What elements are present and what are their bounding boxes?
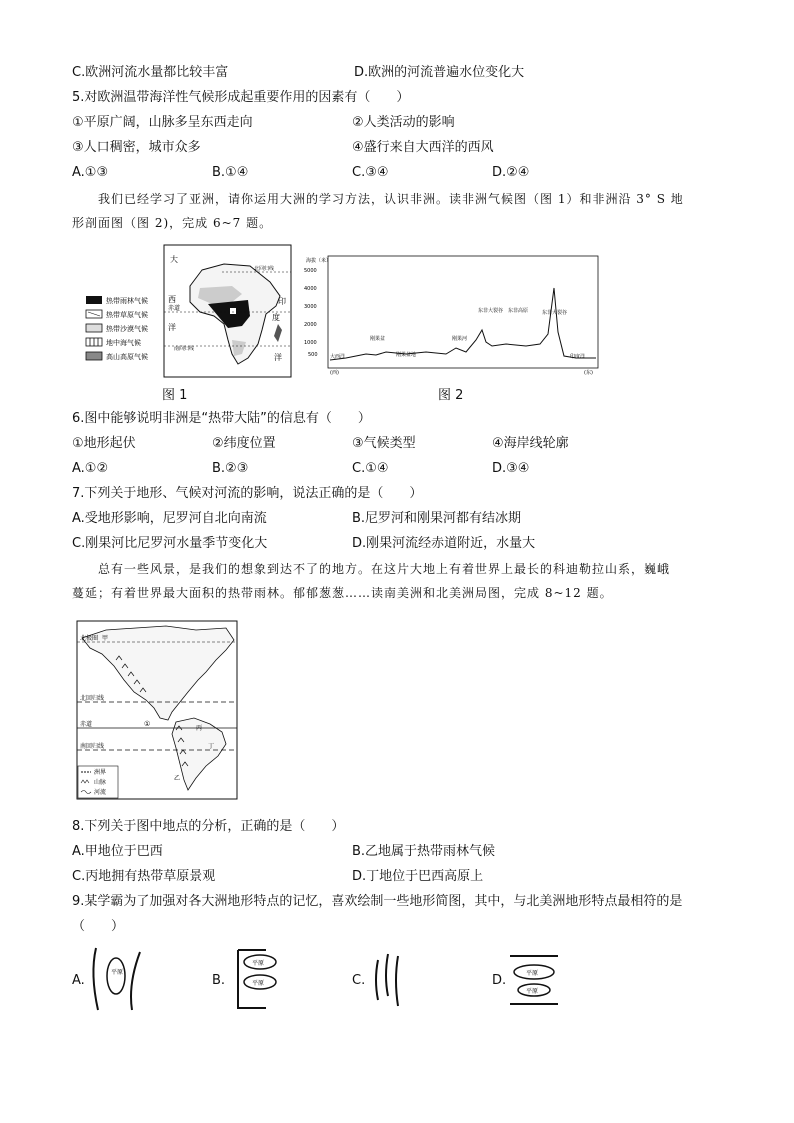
q6-option-c: C.①④	[352, 461, 389, 476]
label-tropic-cancer: 北回归线	[254, 266, 275, 272]
legend-mountain: 山脉	[94, 779, 107, 786]
legend-mediterranean: 地中海气候	[106, 339, 141, 347]
label-du: 度	[272, 313, 280, 322]
label-arctic-circle: 北极圈	[80, 635, 99, 642]
q7-option-b: B.尼罗河和刚果河都有结冰期	[352, 511, 522, 526]
label-yang2: 洋	[274, 353, 282, 362]
label-da: 大	[170, 255, 178, 264]
y-tick-1000: 1000	[304, 340, 317, 346]
climate-legend	[86, 296, 148, 361]
q7-stem: 7.下列关于地形、气候对河流的影响，说法正确的是（ ）	[72, 486, 423, 501]
q6-item-2: ②纬度位置	[212, 436, 276, 451]
q6-option-a: A.①②	[72, 461, 109, 476]
q6-stem: 6.图中能够说明非洲是“热带大陆”的信息有（ ）	[72, 411, 371, 426]
q8-option-b: B.乙地属于热带雨林气候	[352, 844, 496, 859]
legend-rainforest: 热带雨林气候	[106, 297, 148, 305]
profile-west: (西)	[330, 370, 339, 376]
sketch-b	[230, 944, 290, 1014]
label-yin: 印	[278, 297, 286, 306]
profile-east: (东)	[584, 370, 593, 376]
y-tick-3000: 3000	[304, 304, 317, 310]
q6-item-4: ④海岸线轮廓	[492, 436, 569, 451]
q5-item-4: ④盛行来自大西洋的西风	[352, 140, 494, 155]
q4-option-d: D.欧洲的河流普遍水位变化大	[354, 65, 525, 80]
americas-map	[76, 620, 238, 800]
label-equator-2: 赤道	[80, 721, 93, 728]
q7-option-d: D.刚果河流经赤道附近，水量大	[352, 536, 536, 551]
sketch-a	[88, 944, 148, 1014]
q8-option-d: D.丁地位于巴西高原上	[352, 869, 484, 884]
q5-option-b: B.①④	[212, 165, 249, 180]
sketch-d-plain-2: 平原	[526, 988, 539, 995]
q9-paren: （ ）	[72, 919, 125, 934]
label-yang: 洋	[168, 323, 176, 332]
label-tropic-capricorn-2: 南回归线	[80, 743, 105, 750]
q8-stem: 8.下列关于图中地点的分析，正确的是（ ）	[72, 819, 345, 834]
q5-option-c: C.③④	[352, 165, 389, 180]
profile-atlantic: 大西洋	[330, 354, 346, 360]
figure-2-caption: 图 2	[438, 388, 464, 403]
q6-item-3: ③气候类型	[352, 436, 416, 451]
intro-americas-line2: 蔓延；有着世界最大面积的热带雨林。郁郁葱葱……读南美洲和北美洲局图，完成 8~12 题。	[72, 586, 613, 600]
q9-option-a: A.	[72, 973, 85, 988]
profile-congo-2: 刚果盆地	[396, 352, 417, 358]
q9-option-d: D.	[492, 973, 507, 988]
sketch-b-plain-2: 平原	[252, 980, 265, 987]
sketch-b-plain-1: 平原	[252, 960, 265, 967]
q9-option-c: C.	[352, 973, 366, 988]
label-equator: 赤道	[168, 305, 181, 312]
legend-boundary: 洲界	[94, 769, 107, 776]
y-tick-4000: 4000	[304, 286, 317, 292]
sketch-d-plain-1: 平原	[526, 970, 539, 977]
q8-option-c: C.丙地拥有热带草原景观	[72, 869, 216, 884]
intro-americas-line1: 总有一些风景，是我们的想象到达不了的地方。在这片大地上有着世界上最长的科迪勒拉山系，巍峨	[98, 562, 671, 576]
q4-option-c: C.欧洲河流水量都比较丰富	[72, 65, 229, 80]
q7-option-a: A.受地形影响，尼罗河自北向南流	[72, 511, 267, 526]
y-tick-2000: 2000	[304, 322, 317, 328]
legend-savanna: 热带草原气候	[106, 311, 148, 319]
sketch-a-plain: 平原	[111, 969, 124, 976]
legend-desert: 热带沙漠气候	[106, 325, 148, 333]
legend-river: 河流	[94, 789, 107, 796]
q5-option-a: A.①③	[72, 165, 109, 180]
q5-item-1: ①平原广阔，山脉多呈东西走向	[72, 115, 253, 130]
label-point-1: ①	[144, 720, 151, 728]
q9-option-b: B.	[212, 973, 226, 988]
profile-congo-3: 刚果河	[452, 336, 468, 342]
profile-congo-1: 刚果盆	[370, 336, 386, 342]
y-tick-500: 500	[308, 352, 318, 358]
label-tropic-cancer-2: 北回归线	[80, 695, 105, 702]
y-tick-5000: 5000	[304, 268, 317, 274]
label-yi: 乙	[174, 775, 181, 782]
label-jia: 甲	[102, 635, 109, 642]
q9-stem: 9.某学霸为了加强对各大洲地形特点的记忆，喜欢绘制一些地形简图，其中，与北美洲地形特点最相符的是	[72, 894, 683, 909]
q5-item-3: ③人口稠密，城市众多	[72, 140, 201, 155]
label-ding: 丁	[208, 743, 215, 750]
q6-option-b: B.②③	[212, 461, 249, 476]
africa-climate-map	[82, 244, 292, 379]
profile-y-label: 海拔（米）	[306, 258, 332, 264]
profile-rift-1: 东非大裂谷	[478, 308, 504, 314]
africa-profile-chart	[296, 248, 600, 378]
label-xi: 西	[168, 295, 176, 304]
profile-rift-2: 东非大裂谷	[542, 310, 568, 316]
legend-highland: 高山高原气候	[106, 353, 148, 361]
profile-east-plateau: 东非高原	[508, 308, 529, 314]
label-tropic-capricorn: 南回归线	[174, 346, 195, 352]
intro-africa-line2: 形剖面图（图 2)，完成 6~7 题。	[72, 216, 273, 230]
q5-option-d: D.②④	[492, 165, 530, 180]
profile-indian: 印度洋	[570, 354, 586, 360]
q8-option-a: A.甲地位于巴西	[72, 844, 163, 859]
sketch-c	[366, 950, 406, 1010]
q5-stem: 5.对欧洲温带海洋性气候形成起重要作用的因素有（ ）	[72, 90, 410, 105]
q6-item-1: ①地形起伏	[72, 436, 136, 451]
q6-option-d: D.③④	[492, 461, 530, 476]
figure-1-caption: 图 1	[162, 388, 188, 403]
sketch-d	[504, 950, 564, 1010]
label-bing: 丙	[196, 725, 203, 732]
q5-item-2: ②人类活动的影响	[352, 115, 455, 130]
q7-option-c: C.刚果河比尼罗河水量季节变化大	[72, 536, 268, 551]
intro-africa-line1: 我们已经学习了亚洲，请你运用大洲的学习方法，认识非洲。读非洲气候图（图 1）和非洲沿 3° S 地	[98, 192, 684, 206]
